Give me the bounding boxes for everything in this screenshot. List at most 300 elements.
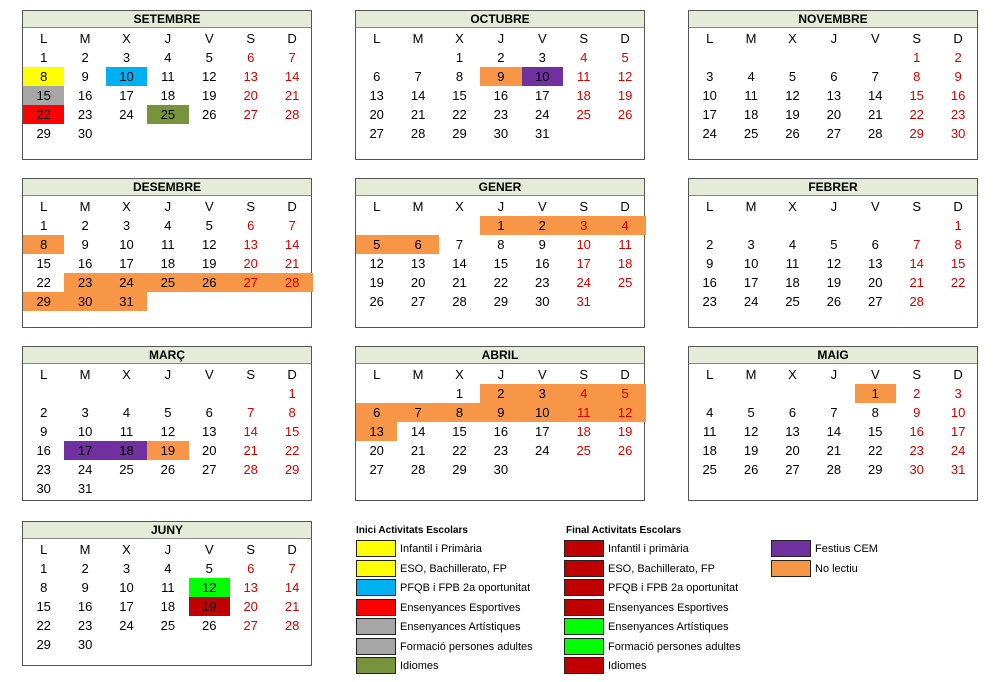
day-cell: 21 [826,443,842,458]
day-cell: 11 [618,237,632,252]
day-cell: 19 [743,443,759,458]
day-cell: 31 [106,292,147,311]
day-cell: 3 [81,405,89,420]
weekday-header: D [953,367,963,382]
day-cell: 3 [954,386,962,401]
day-cell: 3 [538,50,546,65]
legend-swatch [356,560,396,577]
weekday-header: J [164,199,172,214]
day-cell: 9 [40,424,48,439]
day-cell: 7 [288,561,296,576]
day-cell: 25 [147,105,188,124]
legend-label: ESO, Bachillerato, FP [608,562,715,575]
day-cell: 7 [288,218,296,233]
day-cell: 18 [743,107,759,122]
day-cell: 26 [202,107,217,122]
legend-label: Ensenyances Esportives [608,601,729,614]
day-cell: 27 [826,126,842,141]
day-cell: 10 [77,424,93,439]
day-cell: 6 [830,69,838,84]
month-maig [688,346,978,501]
day-cell: 26 [617,443,633,458]
day-cell: 30 [77,637,93,652]
legend-label: Formació persones adultes [608,640,741,653]
weekday-header: J [164,31,172,46]
legend-swatch [356,618,396,635]
day-cell: 7 [455,237,464,252]
day-cell: 19 [617,424,633,439]
day-cell: 15 [36,256,51,271]
month-gener [355,178,645,328]
day-cell: 9 [81,237,89,252]
legend-inici-title: Inici Activitats Escolars [356,525,468,536]
day-cell: 21 [284,256,300,271]
day-cell: 16 [909,424,924,439]
day-cell: 12 [826,256,842,271]
day-cell: 28 [826,462,842,477]
day-cell: 30 [64,292,105,311]
month-abril [355,346,645,501]
day-cell: 7 [247,405,255,420]
day-cell: 29 [909,126,924,141]
day-cell: 13 [243,580,258,595]
day-cell: 29 [493,294,509,309]
day-cell: 11 [785,256,800,271]
day-cell: 20 [243,599,258,614]
day-cell: 13 [868,256,883,271]
day-cell: 15 [36,599,51,614]
day-cell: 1 [40,561,48,576]
day-cell: 16 [493,88,509,103]
day-cell: 19 [369,275,384,290]
day-cell: 17 [743,275,759,290]
day-cell: 22 [452,443,467,458]
day-cell: 6 [205,405,213,420]
weekday-header: L [40,542,48,557]
day-cell: 21 [284,88,300,103]
day-cell: 9 [81,69,89,84]
weekday-header: X [122,542,131,557]
day-cell: 23 [909,443,924,458]
day-cell: 30 [909,462,924,477]
weekday-header: J [164,542,172,557]
day-cell: 17 [535,424,550,439]
legend-swatch [564,560,604,577]
weekday-header: D [953,31,963,46]
day-cell: 14 [243,424,258,439]
day-cell: 25 [119,462,134,477]
day-cell: 25 [576,443,591,458]
legend-label: Infantil i primària [608,543,689,555]
day-cell: 10 [522,403,563,422]
day-cell: 21 [410,443,426,458]
day-cell: 6 [871,237,879,252]
day-cell: 24 [535,107,550,122]
day-cell: 26 [369,294,384,309]
day-cell: 29 [36,126,51,141]
day-cell: 2 [913,386,921,401]
weekday-header: L [40,199,48,214]
day-cell: 23 [702,294,717,309]
day-cell: 26 [189,273,230,292]
weekday-header: J [497,199,505,214]
day-cell: 3 [122,218,131,233]
day-cell: 28 [909,294,924,309]
day-cell: 27 [369,462,384,477]
legend-label: PFQB i FPB 2a oportunitat [608,582,739,594]
legend-label: Infantil i Primària [400,543,482,555]
day-cell: 17 [576,256,591,271]
day-cell: 18 [106,441,147,460]
day-cell: 11 [744,88,758,103]
day-cell: 25 [160,618,176,633]
weekday-header: V [204,542,214,557]
day-cell: 16 [535,256,550,271]
weekday-header: L [373,367,381,382]
legend-swatch [771,560,811,577]
day-cell: 1 [913,50,921,65]
day-cell: 25 [702,462,717,477]
day-cell: 29 [452,126,467,141]
day-cell: 9 [954,69,962,84]
day-cell: 5 [205,218,213,233]
month-setembre [22,10,312,160]
day-cell: 15 [23,86,64,105]
day-cell: 7 [288,50,296,65]
day-cell: 12 [189,578,230,597]
weekday-header: S [246,199,256,214]
day-cell: 15 [284,424,300,439]
day-cell: 10 [119,580,134,595]
day-cell: 20 [243,256,258,271]
day-cell: 13 [356,422,397,441]
day-cell: 19 [826,275,842,290]
weekday-header: S [579,367,589,382]
day-cell: 13 [369,88,384,103]
legend-label: Idiomes [608,660,647,672]
weekday-header: J [497,367,505,382]
day-cell: 12 [604,403,645,422]
legend-swatch [564,579,604,596]
day-cell: 9 [81,580,89,595]
weekday-header: X [788,31,797,46]
day-cell: 26 [202,618,217,633]
weekday-header: L [40,31,48,46]
day-cell: 27 [243,107,258,122]
day-cell: 21 [909,275,924,290]
weekday-header: X [455,199,464,214]
weekday-header: D [287,31,297,46]
day-cell: 11 [161,69,175,84]
month-title: DESEMBRE [23,179,311,196]
weekday-header: L [706,199,714,214]
weekday-header: X [455,31,464,46]
day-cell: 7 [913,237,921,252]
day-cell: 8 [40,580,48,595]
day-cell: 23 [64,273,105,292]
weekday-header: V [204,199,214,214]
day-cell: 13 [243,69,258,84]
weekday-header: L [706,367,714,382]
day-cell: 13 [410,256,426,271]
day-cell: 6 [247,50,255,65]
day-cell: 14 [452,256,467,271]
day-cell: 28 [271,273,312,292]
weekday-header: L [706,31,714,46]
day-cell: 13 [826,88,842,103]
day-cell: 11 [702,424,717,439]
weekday-header: L [373,199,381,214]
day-cell: 27 [202,462,217,477]
weekday-header: J [830,31,838,46]
weekday-header: J [830,367,838,382]
day-cell: 1 [954,218,962,233]
day-cell: 20 [410,275,426,290]
weekday-header: M [745,31,757,46]
day-cell: 6 [373,69,381,84]
legend-label: Ensenyances Artístiques [608,621,729,633]
day-cell: 18 [702,443,717,458]
day-cell: 14 [410,88,426,103]
day-cell: 2 [497,50,505,65]
legend-final-title: Final Activitats Escolars [566,525,682,536]
day-cell: 2 [480,384,521,403]
day-cell: 6 [356,403,397,422]
day-cell: 30 [493,126,509,141]
weekday-header: M [79,31,91,46]
day-cell: 5 [621,50,629,65]
day-cell: 5 [205,561,213,576]
weekday-header: M [79,199,91,214]
day-cell: 18 [160,256,176,271]
weekday-header: X [788,367,797,382]
day-cell: 5 [604,384,645,403]
month-title: MARÇ [23,347,311,364]
day-cell: 28 [452,294,467,309]
day-cell: 27 [230,273,271,292]
day-cell: 3 [747,237,755,252]
weekday-header: X [122,199,131,214]
day-cell: 3 [122,561,131,576]
day-cell: 31 [77,481,93,496]
day-cell: 23 [36,462,51,477]
day-cell: 17 [702,107,717,122]
weekday-header: X [122,31,131,46]
day-cell: 26 [785,126,800,141]
day-cell: 21 [452,275,467,290]
legend-label: Festius CEM [815,543,878,555]
legend-swatch [564,657,604,674]
month-title: SETEMBRE [23,11,311,28]
day-cell: 16 [77,256,93,271]
day-cell: 17 [119,88,134,103]
day-cell: 17 [119,256,134,271]
day-cell: 20 [868,275,883,290]
day-cell: 25 [743,126,759,141]
day-cell: 9 [706,256,714,271]
weekday-header: S [912,367,922,382]
weekday-header: V [870,367,880,382]
weekday-header: L [40,367,48,382]
day-cell: 22 [950,275,966,290]
day-cell: 22 [36,275,51,290]
day-cell: 11 [161,580,175,595]
day-cell: 29 [868,462,883,477]
day-cell: 26 [826,294,842,309]
day-cell: 8 [23,67,64,86]
day-cell: 8 [288,405,296,420]
day-cell: 19 [189,597,230,616]
day-cell: 21 [243,443,258,458]
weekday-header: L [373,31,381,46]
day-cell: 28 [410,126,426,141]
day-cell: 24 [119,107,134,122]
day-cell: 19 [785,107,800,122]
weekday-header: X [788,199,797,214]
day-cell: 1 [480,216,521,235]
day-cell: 4 [788,237,797,252]
day-cell: 24 [106,273,147,292]
day-cell: 2 [706,237,714,252]
weekday-header: J [830,199,838,214]
day-cell: 16 [950,88,966,103]
weekday-header: D [620,31,630,46]
day-cell: 5 [830,237,838,252]
day-cell: 2 [81,50,89,65]
weekday-header: M [412,199,424,214]
month-març [22,346,312,501]
day-cell: 19 [202,256,217,271]
day-cell: 23 [77,107,93,122]
day-cell: 18 [160,599,176,614]
legend-swatch [356,638,396,655]
day-cell: 7 [414,69,422,84]
day-cell: 18 [576,424,591,439]
day-cell: 21 [868,107,883,122]
weekday-header: V [204,31,214,46]
legend-label: No lectiu [815,562,858,575]
day-cell: 16 [77,88,93,103]
weekday-header: V [537,31,547,46]
day-cell: 20 [785,443,800,458]
day-cell: 18 [785,275,800,290]
day-cell: 24 [743,294,759,309]
day-cell: 1 [455,386,464,401]
month-febrer [688,178,978,328]
month-title: MAIG [689,347,977,364]
weekday-header: M [745,199,757,214]
day-cell: 17 [64,441,105,460]
day-cell: 27 [243,618,258,633]
day-cell: 22 [909,107,924,122]
legend-label: Idiomes [400,660,439,672]
day-cell: 9 [538,237,546,252]
weekday-header: S [246,367,256,382]
legend-swatch [356,657,396,674]
day-cell: 6 [788,405,797,420]
month-title: ABRIL [356,347,644,364]
day-cell: 8 [455,69,464,84]
day-cell: 29 [284,462,300,477]
day-cell: 16 [702,275,717,290]
month-title: GENER [356,179,644,196]
day-cell: 10 [576,237,591,252]
day-cell: 4 [164,561,172,576]
day-cell: 3 [706,69,714,84]
day-cell: 10 [119,237,134,252]
day-cell: 30 [950,126,966,141]
day-cell: 11 [119,424,134,439]
weekday-header: D [287,542,297,557]
day-cell: 24 [576,275,591,290]
day-cell: 17 [535,88,550,103]
day-cell: 2 [81,218,89,233]
day-cell: 16 [36,443,51,458]
day-cell: 18 [160,88,176,103]
day-cell: 21 [410,107,426,122]
day-cell: 6 [247,561,255,576]
weekday-header: V [537,367,547,382]
weekday-header: V [870,31,880,46]
legend-label: ESO, Bachillerato, FP [400,562,507,575]
day-cell: 10 [106,67,147,86]
day-cell: 16 [77,599,93,614]
day-cell: 5 [205,50,213,65]
day-cell: 19 [617,88,633,103]
day-cell: 22 [868,443,883,458]
day-cell: 11 [161,237,175,252]
day-cell: 29 [23,292,64,311]
day-cell: 13 [202,424,217,439]
weekday-header: D [287,367,297,382]
day-cell: 8 [23,235,64,254]
legend-swatch [564,618,604,635]
day-cell: 26 [617,107,633,122]
day-cell: 14 [284,237,300,252]
day-cell: 20 [369,443,384,458]
day-cell: 31 [950,462,966,477]
day-cell: 4 [747,69,755,84]
day-cell: 23 [493,107,509,122]
weekday-header: D [620,367,630,382]
day-cell: 24 [535,443,550,458]
day-cell: 27 [785,462,800,477]
day-cell: 30 [493,462,509,477]
day-cell: 1 [455,50,464,65]
day-cell: 8 [439,403,480,422]
legend-label: PFQB i FPB 2a oportunitat [400,582,531,594]
day-cell: 22 [284,443,300,458]
legend-label: Ensenyances Esportives [400,601,521,614]
weekday-header: S [912,31,922,46]
day-cell: 20 [202,443,217,458]
day-cell: 12 [743,424,759,439]
day-cell: 4 [164,50,172,65]
month-desembre [22,178,312,328]
day-cell: 22 [36,618,51,633]
legend-label: Ensenyances Artístiques [400,621,521,633]
day-cell: 4 [563,384,604,403]
legend-label: Formació persones adultes [400,640,533,653]
month-title: FEBRER [689,179,977,196]
day-cell: 1 [40,50,48,65]
day-cell: 14 [826,424,842,439]
weekday-header: X [122,367,131,382]
month-octubre [355,10,645,160]
weekday-header: S [579,199,589,214]
legend-swatch [564,540,604,557]
day-cell: 8 [497,237,505,252]
